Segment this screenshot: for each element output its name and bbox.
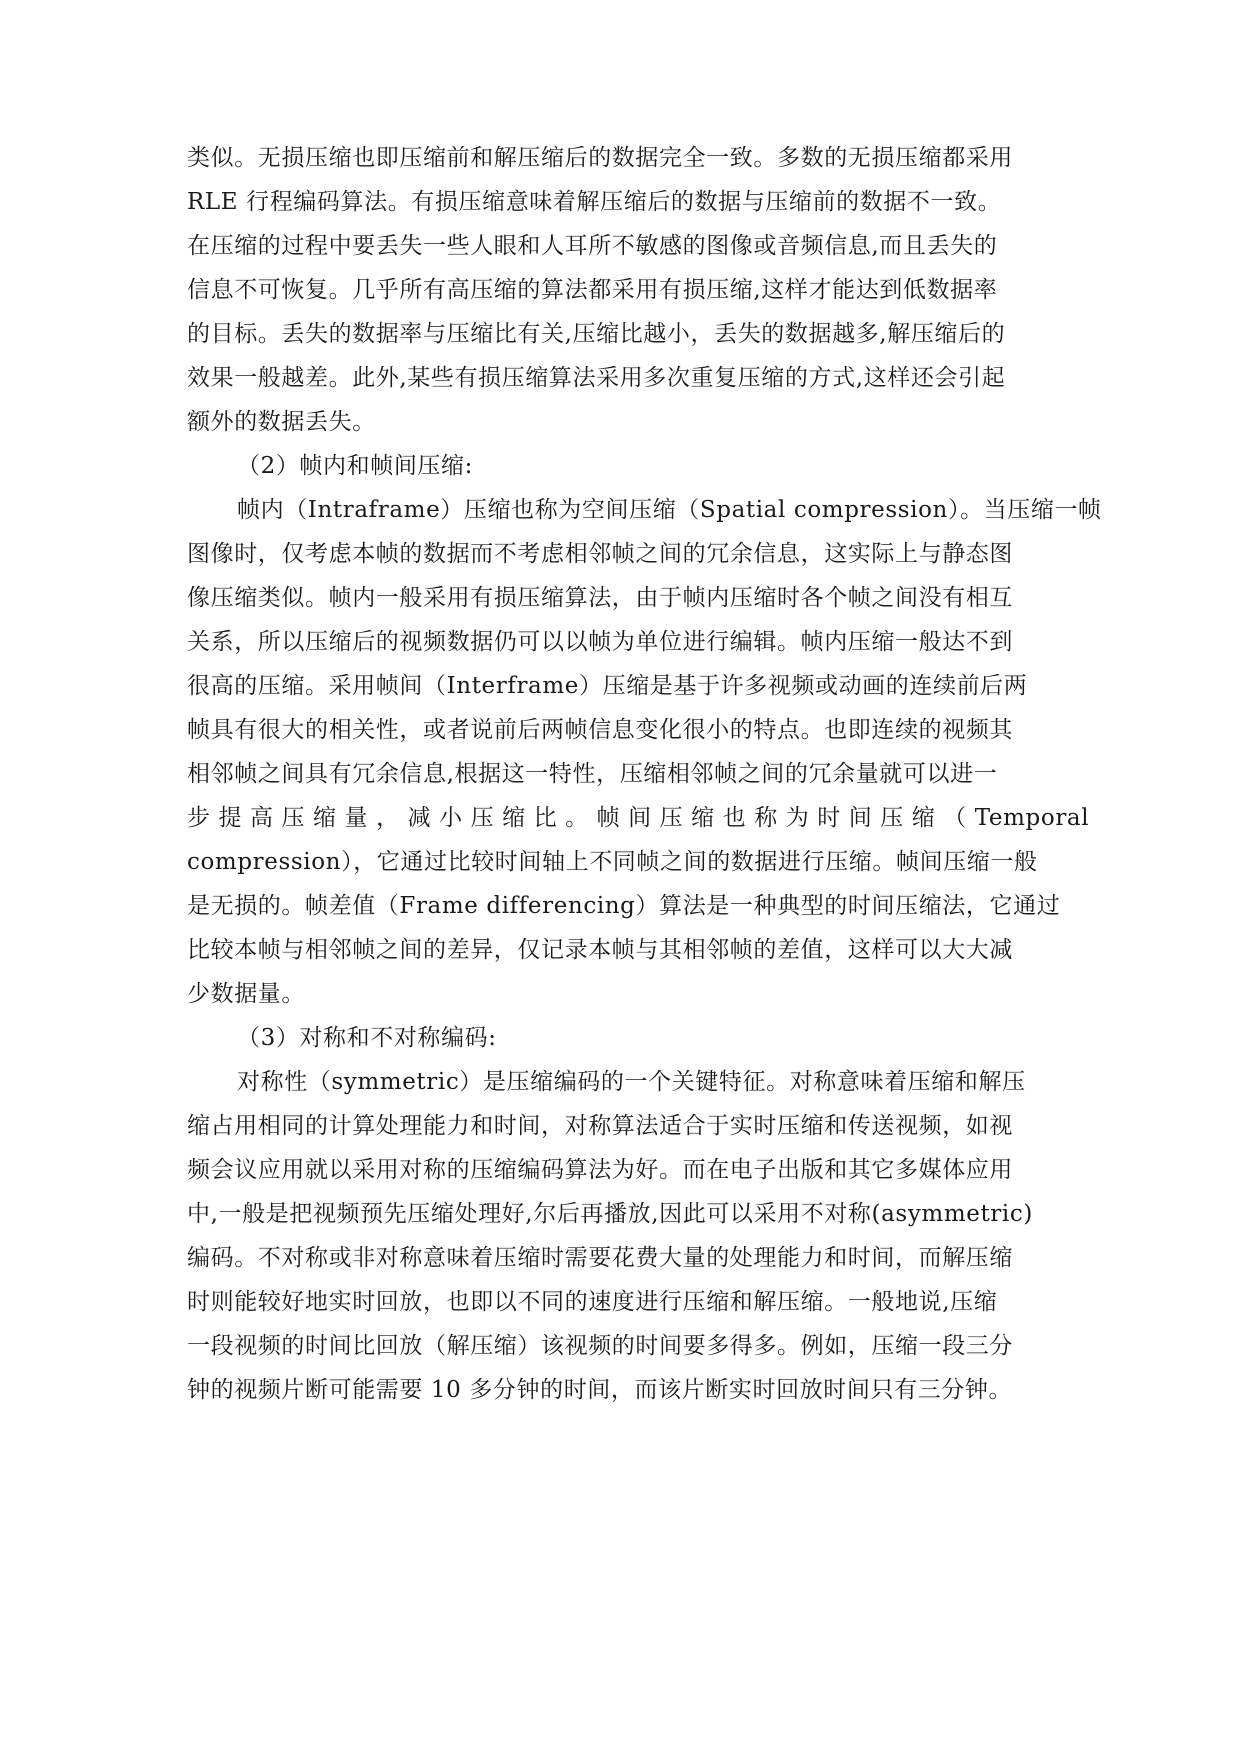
- text-line: 对称性（symmetric）是压缩编码的一个关键特征。对称意味着压缩和解压: [237, 1069, 1026, 1095]
- text-line: 在压缩的过程中要丢失一些人眼和人耳所不敏感的图像或音频信息,而且丢失的: [187, 233, 998, 259]
- text-line: 频会议应用就以采用对称的压缩编码算法为好。而在电子出版和其它多媒体应用: [187, 1157, 1013, 1183]
- text-line: RLE 行程编码算法。有损压缩意味着解压缩后的数据与压缩前的数据不一致。: [187, 189, 1002, 215]
- text-line: 相邻帧之间具有冗余信息,根据这一特性，压缩相邻帧之间的冗余量就可以进一: [187, 761, 998, 787]
- text-line: 编码。不对称或非对称意味着压缩时需要花费大量的处理能力和时间，而解压缩: [187, 1245, 1013, 1271]
- text-line: 很高的压缩。采用帧间（Interframe）压缩是基于许多视频或动画的连续前后两: [187, 673, 1028, 699]
- text-line: 帧内（Intraframe）压缩也称为空间压缩（Spatial compression）。当压缩一帧: [237, 497, 1102, 523]
- text-line: 步 提 高 压 缩 量 ， 减 小 压 缩 比 。 帧 间 压 缩 也 称 为 时 间 压 缩 （ Temporal: [187, 805, 1090, 831]
- text-line: 关系，所以压缩后的视频数据仍可以以帧为单位进行编辑。帧内压缩一般达不到: [187, 629, 1013, 655]
- text-line: 比较本帧与相邻帧之间的差异，仅记录本帧与其相邻帧的差值，这样可以大大减: [187, 937, 1013, 963]
- text-line: 是无损的。帧差值（Frame differencing）算法是一种典型的时间压缩法，它通过: [187, 893, 1061, 919]
- section-heading: （3）对称和不对称编码:: [237, 1025, 497, 1051]
- section-heading: （2）帧内和帧间压缩:: [237, 453, 473, 479]
- text-line: 信息不可恢复。几乎所有高压缩的算法都采用有损压缩,这样才能达到低数据率: [187, 277, 998, 303]
- text-line: 中,一般是把视频预先压缩处理好,尔后再播放,因此可以采用不对称(asymmetric): [187, 1201, 1033, 1227]
- text-line: 时则能较好地实时回放，也即以不同的速度进行压缩和解压缩。一般地说,压缩: [187, 1289, 998, 1315]
- text-line: 图像时，仅考虑本帧的数据而不考虑相邻帧之间的冗余信息，这实际上与静态图: [187, 541, 1013, 567]
- text-line: 额外的数据丢失。: [187, 409, 376, 435]
- text-line: 帧具有很大的相关性，或者说前后两帧信息变化很小的特点。也即连续的视频其: [187, 717, 1013, 743]
- text-line: 像压缩类似。帧内一般采用有损压缩算法，由于帧内压缩时各个帧之间没有相互: [187, 585, 1013, 611]
- text-line: 钟的视频片断可能需要 10 多分钟的时间，而该片断实时回放时间只有三分钟。: [187, 1377, 1013, 1403]
- text-line: 效果一般越差。此外,某些有损压缩算法采用多次重复压缩的方式,这样还会引起: [187, 365, 1006, 391]
- text-line: 一段视频的时间比回放（解压缩）该视频的时间要多得多。例如，压缩一段三分: [187, 1333, 1013, 1359]
- text-line: compression），它通过比较时间轴上不同帧之间的数据进行压缩。帧间压缩一般: [187, 849, 1038, 875]
- text-line: 的目标。丢失的数据率与压缩比有关,压缩比越小，丢失的数据越多,解压缩后的: [187, 321, 1006, 347]
- text-line: 类似。无损压缩也即压缩前和解压缩后的数据完全一致。多数的无损压缩都采用: [187, 145, 1013, 171]
- text-line: 缩占用相同的计算处理能力和时间，对称算法适合于实时压缩和传送视频，如视: [187, 1113, 1013, 1139]
- text-line: 少数据量。: [187, 981, 305, 1007]
